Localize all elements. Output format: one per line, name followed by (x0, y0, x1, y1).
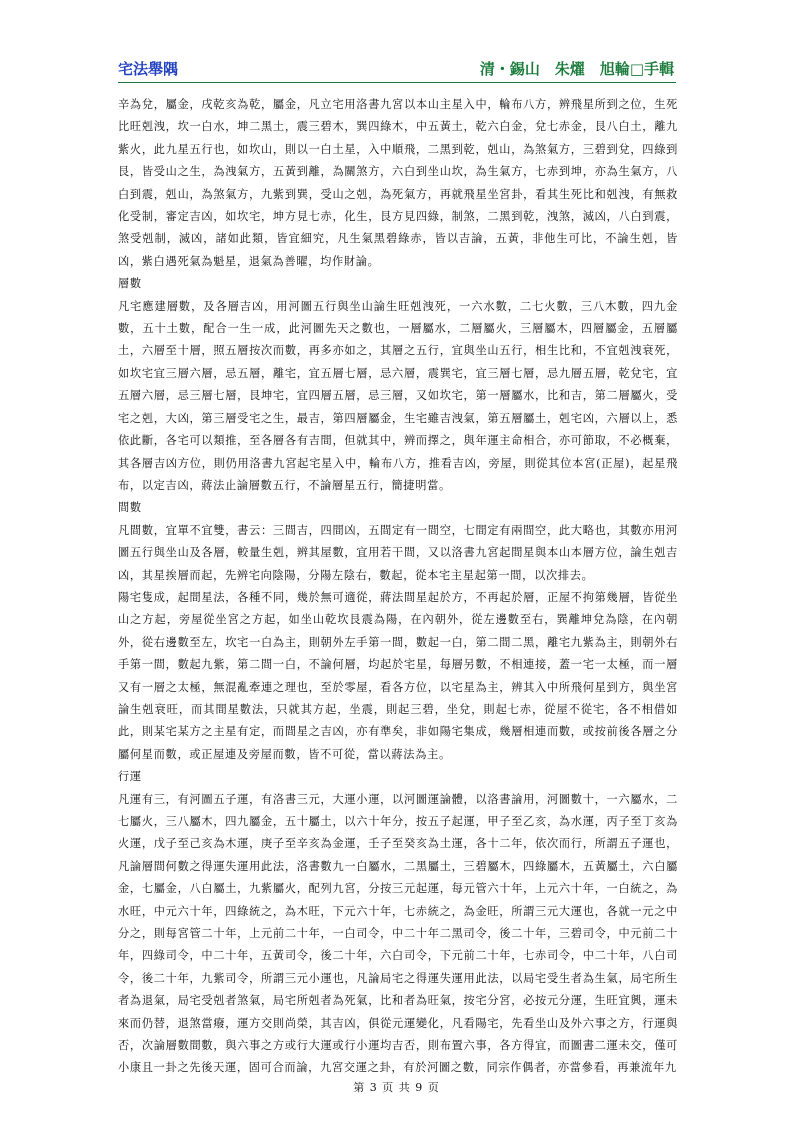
author-line: 清・錫山 朱燿 旭輪□手輯 (479, 60, 674, 78)
section-heading-rooms: 間數 (118, 501, 142, 515)
book-title: 宅法舉隅 (118, 60, 179, 78)
page-number: 第 3 页 共 9 页 (353, 1081, 440, 1094)
page-header (118, 56, 676, 83)
paragraph: 凡宅應建層數，及各層吉凶，用河圖五行與坐山論生旺剋洩死，一六水數，二七火數，三八木數，四九金數，五十土數，配合一生一成，此河圖先天之數也，一層屬水，二層屬火，三層屬木，四層屬金，五層屬土，六層至十層，照五層按次而數，再多亦如之，其層之五行，宜與坐山五行，相生比和，不宜剋洩衰死，如坎宅宜三層六層，忌五層，離宅，宜五層七層，忌六層，震巽宅，宜三層七層，忌九層五層，乾兌宅，宜五層六層，忌三層七層，艮坤宅，宜四層五層，忌三層，又如坎宅，第一層屬水，比和吉，第二層屬火，受宅之剋，大凶，第三層受宅之生，最吉，第四層屬金，生宅雖吉洩氣，第五層屬土，剋宅凶，六層以上，悉依此斷，各宅可以類推，至各層各有吉間，但就其中，辨而擇之，與年運主命相合，亦可節取，不必概棄，其各層吉凶方位，則仍用洛書九宮起宅星入中，輪布八方，推看吉凶，旁屋，則從其位本宮(正屋)，起星飛布，以定吉凶，蔣法止論層數五行，不論層星五行，簡捷明當。 (118, 299, 678, 492)
paragraph: 辛為兌，屬金，戌乾亥為乾，屬金，凡立宅用洛書九宮以本山主星入中，輪布八方，辨飛星所到之位，生死比旺剋洩，坎一白水，坤二黑土，震三碧木，巽四綠木，中五黃土，乾六白金，兌七赤金，艮八白土，離九紫火，此九星五行也，如坎山，則以一白土星，入中順飛，二黑到乾，剋山，為煞氣方，三碧到兌，四綠到艮，皆受山之生，為洩氣方，五黃到離，為關煞方，六白到坐山坎，為生氣方，七赤到坤，亦為生氣方，八白到震，剋山，為煞氣方，九紫到巽，受山之剋，為死氣方，再就飛星坐宮卦，看其生死比和剋洩，有無救化受制，審定吉凶，如坎宅，坤方見七赤，化生，艮方見四綠，制煞，二黑到乾，洩煞，滅凶，八白到震，煞受剋制，滅凶，諸如此類，皆宜細究，凡生氣黑碧綠赤，皆以吉論，五黃，非他生可比，不論生剋，皆凶，紫白遇死氣為魁星，退氣為善曜，均作財論。 (118, 98, 678, 268)
section-heading-luck: 行運 (118, 770, 142, 784)
paragraph: 凡運有三，有河圖五子運，有洛書三元，大運小運，以河圖運論體，以洛書論用，河圖數十，一六屬水，二七屬火，三八屬木，四九屬金，五十屬土，以六十年分，按五子起運，甲子至乙亥，為水運，丙子至丁亥為火運，戊子至己亥為木運，庚子至辛亥為金運，壬子至癸亥為土運，各十二年，依次而行，所謂五子運也，凡論層間何數之得運失運用此法，洛書數九一白屬水，二黑屬土，三碧屬木，四綠屬木，五黃屬土，六白屬金，七屬金，八白屬土，九紫屬火，配列九宮，分按三元起運，每元管六十年，上元六十年，一白統之，為水旺，中元六十年，四綠統之，為木旺，下元六十年，七赤統之，為金旺，所謂三元大運也，各就一元之中分之，則每宮管二十年，上元前二十年，一白司令，中二十年二黑司令，後二十年，三碧司令，中元前二十年，四綠司令，中二十年，五黃司令，後二十年，六白司令，下元前二十年，七赤司令，中二十年，八白司令，後二十年，九紫司令，所謂三元小運也，凡論局宅之得運失運用此法，以局宅受生者為生氣，局宅所生者為退氣，局宅受剋者煞氣，局宅所剋者為死氣，比和者為旺氣，按宅分宮，必按元分運，生旺宜興，運未來而仍替，退煞當癈，運方交則尚榮，其吉凶，俱從元運變化，凡看陽宅，先看坐山及外六事之方，行運與否，次論層數間數，與六事之方或行大運或行小運均吉否，則布置六事，各方得宜，而圖書二運未交，僅可小康且一卦之先後天運，固可合而論，九宮交運之卦，有於河圖之數，同宗作偶者，亦當參看，再兼流年九 (118, 792, 678, 1075)
paragraph: 凡間數，宜單不宜雙，書云：三間吉，四間凶，五間定有一間空，七間定有兩間空，此大略也，其數亦用河圖五行與坐山及各層，較量生剋，辨其屋數，宜用若干間，又以洛書九宮起間星與本山本層方位，論生剋吉凶，其星挨層而起，先辨宅向陰陽，分陽左陰右，數起，從本宅主星起第一間，以次排去。 (118, 523, 678, 582)
paragraph: 陽宅隻成，起間星法，各種不同，幾於無可適從，蔣法間星起於方，不再起於層，正屋不拘第幾層，皆從坐山之方起，旁屋從坐宮之方起，如坐山乾坎艮震為陽，在內朝外，從左邊數至右，巽離坤兌為陰，在內朝外，從右邊數至左，坎宅一白為主，則朝外左手第一間，數起一白，第二間二黑，離宅九紫為主，則朝外右手第一間，數起九紫，第二間一白，不論何層，均起於宅星，每層另數，不相連接，蓋一宅一太極，而一層又有一層之太極，無混亂牽連之理也，至於零屋，看各方位，以宅星為主，辨其入中所飛何星到方，與坐宮論生剋衰旺，而其間星數法，只就其方起，坐震，則起三碧，坐兌，則起七赤，從屋不從宅，各不相借如此，則某宅某方之主星有定，而間星之吉凶，亦有準矣，非如陽宅集成，幾層相連而數，或按前後各層之分屬何星而數，或正屋連及旁屋而數，皆不可從，當以蔣法為主。 (118, 590, 678, 761)
body-text (118, 94, 678, 1080)
section-heading-floors: 層數 (118, 277, 142, 291)
